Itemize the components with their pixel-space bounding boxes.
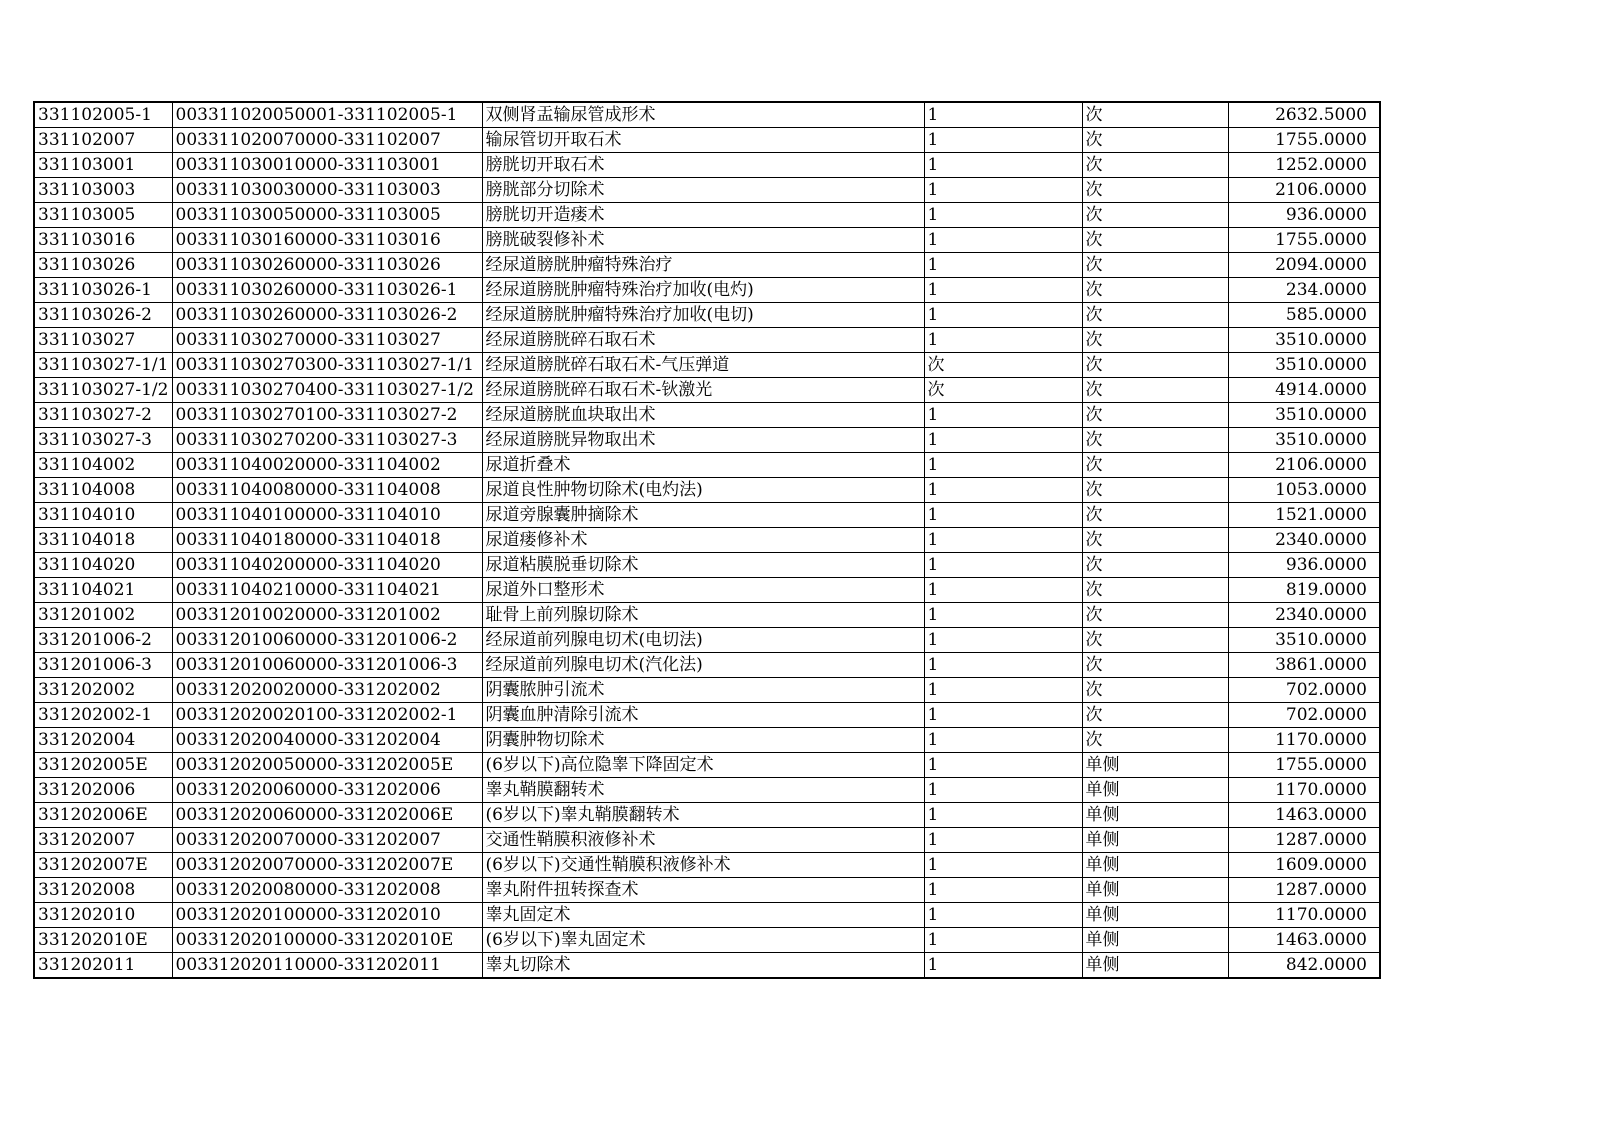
price-cell: 1755.0000 [1228,128,1380,153]
unit-cell: 次 [1082,328,1228,353]
unit-cell: 次 [1082,303,1228,328]
full-code-cell: 003311030260000-331103026-2 [172,303,482,328]
full-code-cell: 003312020070000-331202007E [172,853,482,878]
item-name-cell: 睾丸切除术 [482,953,924,979]
item-name-cell: (6岁以下)高位隐睾下降固定术 [482,753,924,778]
item-code-cell: 331201006-2 [34,628,172,653]
item-code-cell: 331104020 [34,553,172,578]
price-cell: 936.0000 [1228,203,1380,228]
table-row [34,428,1380,453]
price-cell: 1252.0000 [1228,153,1380,178]
full-code-cell: 003311030260000-331103026 [172,253,482,278]
table-row [34,878,1380,903]
full-code-cell: 003312020110000-331202011 [172,953,482,979]
table-row [34,578,1380,603]
item-code-cell: 331201006-3 [34,653,172,678]
price-cell: 936.0000 [1228,553,1380,578]
full-code-cell: 003311040100000-331104010 [172,503,482,528]
item-name-cell: (6岁以下)睾丸固定术 [482,928,924,953]
table-row [34,953,1380,979]
item-code-cell: 331103027-1/2 [34,378,172,403]
unit-cell: 次 [1082,453,1228,478]
table-row [34,678,1380,703]
quantity-cell: 1 [924,403,1082,428]
price-cell: 1053.0000 [1228,478,1380,503]
item-code-cell: 331202010E [34,928,172,953]
item-name-cell: 经尿道膀胱肿瘤特殊治疗 [482,253,924,278]
item-code-cell: 331202008 [34,878,172,903]
item-code-cell: 331103026 [34,253,172,278]
item-code-cell: 331103003 [34,178,172,203]
quantity-cell: 1 [924,453,1082,478]
item-name-cell: 经尿道膀胱碎石取石术-气压弹道 [482,353,924,378]
quantity-cell: 1 [924,178,1082,203]
item-code-cell: 331103026-1 [34,278,172,303]
full-code-cell: 003312010020000-331201002 [172,603,482,628]
price-cell: 2340.0000 [1228,528,1380,553]
item-name-cell: 阴囊脓肿引流术 [482,678,924,703]
quantity-cell: 1 [924,728,1082,753]
unit-cell: 次 [1082,253,1228,278]
unit-cell: 次 [1082,378,1228,403]
full-code-cell: 003311030270200-331103027-3 [172,428,482,453]
table-row [34,403,1380,428]
quantity-cell: 1 [924,102,1082,128]
full-code-cell: 003311030270000-331103027 [172,328,482,353]
unit-cell: 单侧 [1082,753,1228,778]
quantity-cell: 1 [924,778,1082,803]
quantity-cell: 1 [924,603,1082,628]
full-code-cell: 003311030260000-331103026-1 [172,278,482,303]
item-code-cell: 331104021 [34,578,172,603]
quantity-cell: 1 [924,203,1082,228]
price-cell: 702.0000 [1228,703,1380,728]
item-name-cell: 尿道旁腺囊肿摘除术 [482,503,924,528]
full-code-cell: 003312010060000-331201006-2 [172,628,482,653]
unit-cell: 次 [1082,553,1228,578]
item-code-cell: 331103027-2 [34,403,172,428]
item-name-cell: 膀胱破裂修补术 [482,228,924,253]
item-code-cell: 331202002 [34,678,172,703]
quantity-cell: 次 [924,353,1082,378]
full-code-cell: 003312020070000-331202007 [172,828,482,853]
full-code-cell: 003311030270300-331103027-1/1 [172,353,482,378]
fee-table-body [34,102,1380,978]
quantity-cell: 1 [924,578,1082,603]
unit-cell: 单侧 [1082,903,1228,928]
table-row [34,803,1380,828]
item-name-cell: 尿道粘膜脱垂切除术 [482,553,924,578]
unit-cell: 单侧 [1082,928,1228,953]
price-cell: 3510.0000 [1228,403,1380,428]
table-row [34,378,1380,403]
full-code-cell: 003311030010000-331103001 [172,153,482,178]
item-code-cell: 331103001 [34,153,172,178]
unit-cell: 次 [1082,503,1228,528]
item-name-cell: 尿道瘘修补术 [482,528,924,553]
table-row [34,853,1380,878]
item-name-cell: 尿道良性肿物切除术(电灼法) [482,478,924,503]
unit-cell: 次 [1082,128,1228,153]
item-code-cell: 331103027 [34,328,172,353]
quantity-cell: 1 [924,478,1082,503]
price-cell: 3510.0000 [1228,328,1380,353]
quantity-cell: 1 [924,828,1082,853]
item-name-cell: 经尿道膀胱碎石取石术 [482,328,924,353]
price-cell: 1755.0000 [1228,753,1380,778]
item-name-cell: 经尿道前列腺电切术(电切法) [482,628,924,653]
full-code-cell: 003311040210000-331104021 [172,578,482,603]
quantity-cell: 1 [924,503,1082,528]
price-cell: 1287.0000 [1228,828,1380,853]
price-cell: 842.0000 [1228,953,1380,979]
quantity-cell: 1 [924,653,1082,678]
table-row [34,703,1380,728]
price-cell: 3510.0000 [1228,353,1380,378]
full-code-cell: 003312020050000-331202005E [172,753,482,778]
full-code-cell: 003311040200000-331104020 [172,553,482,578]
item-code-cell: 331102005-1 [34,102,172,128]
table-row [34,178,1380,203]
unit-cell: 次 [1082,478,1228,503]
unit-cell: 单侧 [1082,953,1228,979]
unit-cell: 次 [1082,653,1228,678]
item-code-cell: 331102007 [34,128,172,153]
table-row [34,228,1380,253]
item-name-cell: 膀胱切开取石术 [482,153,924,178]
price-cell: 2094.0000 [1228,253,1380,278]
table-row [34,278,1380,303]
item-name-cell: 阴囊血肿清除引流术 [482,703,924,728]
price-cell: 2340.0000 [1228,603,1380,628]
quantity-cell: 1 [924,928,1082,953]
quantity-cell: 1 [924,303,1082,328]
full-code-cell: 003311030270400-331103027-1/2 [172,378,482,403]
unit-cell: 次 [1082,102,1228,128]
table-row [34,478,1380,503]
unit-cell: 次 [1082,428,1228,453]
quantity-cell: 1 [924,253,1082,278]
unit-cell: 次 [1082,678,1228,703]
full-code-cell: 003312020100000-331202010E [172,928,482,953]
item-name-cell: 尿道外口整形术 [482,578,924,603]
price-cell: 1521.0000 [1228,503,1380,528]
full-code-cell: 003312020080000-331202008 [172,878,482,903]
item-name-cell: 睾丸附件扭转探查术 [482,878,924,903]
quantity-cell: 1 [924,878,1082,903]
table-row [34,828,1380,853]
quantity-cell: 1 [924,803,1082,828]
item-code-cell: 331202005E [34,753,172,778]
full-code-cell: 003312010060000-331201006-3 [172,653,482,678]
item-name-cell: (6岁以下)睾丸鞘膜翻转术 [482,803,924,828]
unit-cell: 单侧 [1082,828,1228,853]
price-cell: 1170.0000 [1228,903,1380,928]
table-row [34,603,1380,628]
table-row [34,928,1380,953]
item-name-cell: 尿道折叠术 [482,453,924,478]
item-name-cell: 输尿管切开取石术 [482,128,924,153]
price-cell: 2632.5000 [1228,102,1380,128]
item-code-cell: 331104002 [34,453,172,478]
unit-cell: 次 [1082,728,1228,753]
table-row [34,353,1380,378]
item-name-cell: 经尿道前列腺电切术(汽化法) [482,653,924,678]
item-code-cell: 331104010 [34,503,172,528]
table-row [34,753,1380,778]
item-name-cell: 经尿道膀胱肿瘤特殊治疗加收(电切) [482,303,924,328]
item-name-cell: 交通性鞘膜积液修补术 [482,828,924,853]
table-row [34,553,1380,578]
price-cell: 4914.0000 [1228,378,1380,403]
quantity-cell: 次 [924,378,1082,403]
quantity-cell: 1 [924,428,1082,453]
full-code-cell: 003312020100000-331202010 [172,903,482,928]
item-name-cell: 经尿道膀胱血块取出术 [482,403,924,428]
full-code-cell: 003312020020100-331202002-1 [172,703,482,728]
unit-cell: 次 [1082,703,1228,728]
table-row [34,728,1380,753]
quantity-cell: 1 [924,128,1082,153]
table-row [34,253,1380,278]
item-code-cell: 331202007E [34,853,172,878]
price-cell: 1170.0000 [1228,728,1380,753]
full-code-cell: 003312020020000-331202002 [172,678,482,703]
price-cell: 1463.0000 [1228,803,1380,828]
quantity-cell: 1 [924,953,1082,979]
item-code-cell: 331202007 [34,828,172,853]
quantity-cell: 1 [924,528,1082,553]
unit-cell: 次 [1082,228,1228,253]
full-code-cell: 003311030160000-331103016 [172,228,482,253]
full-code-cell: 003312020060000-331202006E [172,803,482,828]
item-code-cell: 331202011 [34,953,172,979]
unit-cell: 单侧 [1082,853,1228,878]
item-code-cell: 331201002 [34,603,172,628]
full-code-cell: 003311030270100-331103027-2 [172,403,482,428]
full-code-cell: 003311030050000-331103005 [172,203,482,228]
fee-table [33,101,1381,979]
item-name-cell: 睾丸固定术 [482,903,924,928]
price-cell: 585.0000 [1228,303,1380,328]
quantity-cell: 1 [924,328,1082,353]
item-code-cell: 331104008 [34,478,172,503]
quantity-cell: 1 [924,678,1082,703]
full-code-cell: 003311040180000-331104018 [172,528,482,553]
price-cell: 234.0000 [1228,278,1380,303]
table-row [34,528,1380,553]
item-code-cell: 331202004 [34,728,172,753]
unit-cell: 单侧 [1082,878,1228,903]
item-code-cell: 331103026-2 [34,303,172,328]
item-name-cell: 双侧肾盂输尿管成形术 [482,102,924,128]
item-code-cell: 331202006E [34,803,172,828]
item-code-cell: 331103027-1/1 [34,353,172,378]
item-code-cell: 331202010 [34,903,172,928]
quantity-cell: 1 [924,628,1082,653]
unit-cell: 次 [1082,353,1228,378]
unit-cell: 单侧 [1082,778,1228,803]
quantity-cell: 1 [924,153,1082,178]
item-name-cell: 阴囊肿物切除术 [482,728,924,753]
price-cell: 3510.0000 [1228,428,1380,453]
quantity-cell: 1 [924,228,1082,253]
full-code-cell: 003311020050001-331102005-1 [172,102,482,128]
full-code-cell: 003311030030000-331103003 [172,178,482,203]
unit-cell: 次 [1082,153,1228,178]
price-cell: 1755.0000 [1228,228,1380,253]
unit-cell: 单侧 [1082,803,1228,828]
quantity-cell: 1 [924,903,1082,928]
table-row [34,653,1380,678]
price-cell: 1287.0000 [1228,878,1380,903]
item-code-cell: 331202006 [34,778,172,803]
item-name-cell: 膀胱切开造瘘术 [482,203,924,228]
item-code-cell: 331103027-3 [34,428,172,453]
table-row [34,203,1380,228]
full-code-cell: 003312020060000-331202006 [172,778,482,803]
item-name-cell: 经尿道膀胱肿瘤特殊治疗加收(电灼) [482,278,924,303]
table-row [34,328,1380,353]
unit-cell: 次 [1082,178,1228,203]
price-cell: 819.0000 [1228,578,1380,603]
unit-cell: 次 [1082,203,1228,228]
table-row [34,153,1380,178]
item-code-cell: 331103005 [34,203,172,228]
quantity-cell: 1 [924,553,1082,578]
unit-cell: 次 [1082,603,1228,628]
table-row [34,102,1380,128]
price-cell: 702.0000 [1228,678,1380,703]
full-code-cell: 003311040080000-331104008 [172,478,482,503]
item-name-cell: 睾丸鞘膜翻转术 [482,778,924,803]
table-row [34,303,1380,328]
item-code-cell: 331104018 [34,528,172,553]
item-name-cell: 耻骨上前列腺切除术 [482,603,924,628]
quantity-cell: 1 [924,703,1082,728]
item-name-cell: 膀胱部分切除术 [482,178,924,203]
full-code-cell: 003312020040000-331202004 [172,728,482,753]
full-code-cell: 003311020070000-331102007 [172,128,482,153]
table-row [34,453,1380,478]
table-row [34,903,1380,928]
item-name-cell: 经尿道膀胱碎石取石术-钬激光 [482,378,924,403]
quantity-cell: 1 [924,853,1082,878]
table-row [34,128,1380,153]
item-name-cell: 经尿道膀胱异物取出术 [482,428,924,453]
item-name-cell: (6岁以下)交通性鞘膜积液修补术 [482,853,924,878]
unit-cell: 次 [1082,578,1228,603]
table-row [34,778,1380,803]
price-cell: 3861.0000 [1228,653,1380,678]
full-code-cell: 003311040020000-331104002 [172,453,482,478]
price-cell: 3510.0000 [1228,628,1380,653]
quantity-cell: 1 [924,278,1082,303]
price-cell: 2106.0000 [1228,178,1380,203]
quantity-cell: 1 [924,753,1082,778]
item-code-cell: 331202002-1 [34,703,172,728]
price-cell: 1463.0000 [1228,928,1380,953]
item-code-cell: 331103016 [34,228,172,253]
unit-cell: 次 [1082,278,1228,303]
table-row [34,628,1380,653]
price-cell: 1170.0000 [1228,778,1380,803]
price-cell: 1609.0000 [1228,853,1380,878]
unit-cell: 次 [1082,628,1228,653]
unit-cell: 次 [1082,403,1228,428]
unit-cell: 次 [1082,528,1228,553]
price-cell: 2106.0000 [1228,453,1380,478]
table-row [34,503,1380,528]
